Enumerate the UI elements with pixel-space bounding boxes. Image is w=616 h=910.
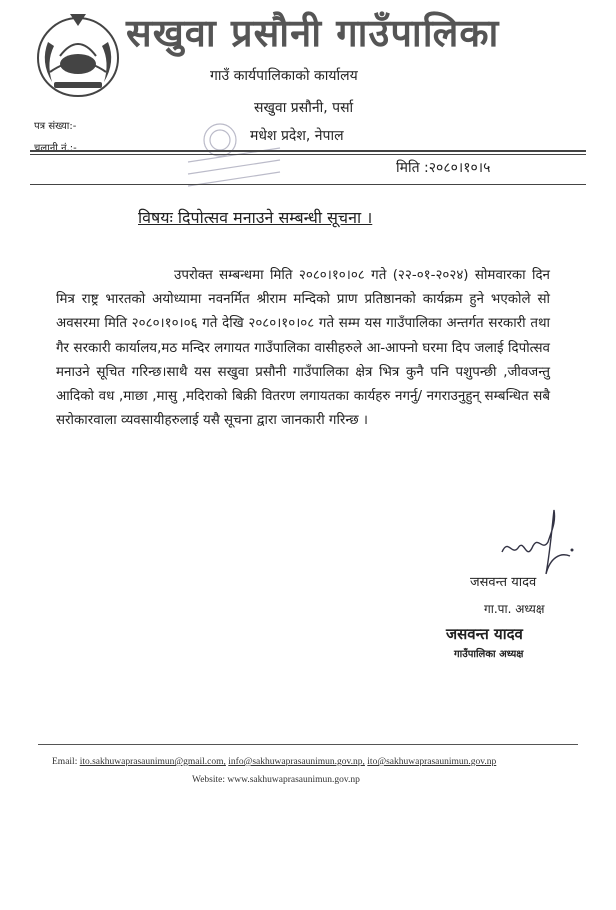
footer-website-line: [192, 775, 360, 785]
website-label: Website:: [192, 775, 226, 785]
government-emblem-icon: [30, 12, 126, 102]
dispatch-number-label: चलानी नं.:-: [34, 143, 77, 154]
stamp-title: गाउँपालिका अध्यक्ष: [454, 649, 524, 660]
office-province: मधेश प्रदेश, नेपाल: [250, 128, 344, 144]
office-name: सखुवा प्रसौनी गाउँपालिका: [126, 11, 500, 55]
footer-email-line: [52, 757, 496, 767]
email-link-2[interactable]: info@sakhuwaprasaunimun.gov.np,: [228, 757, 365, 767]
date-divider: [30, 184, 586, 185]
office-address: सखुवा प्रसौनी, पर्सा: [254, 100, 354, 116]
signatory-title: गा.पा. अध्यक्ष: [484, 602, 545, 616]
signatory-name: जसवन्त यादव: [470, 575, 537, 590]
subject-line: विषयः दिपोत्सव मनाउने सम्बन्धी सूचना ।: [138, 208, 373, 227]
letter-date: मिति :२०८०।१०।५: [396, 160, 491, 176]
email-link-3[interactable]: ito@sakhuwaprasaunimun.gov.np: [367, 757, 497, 767]
stamp-name: जसवन्त यादव: [446, 625, 523, 643]
footer-divider: [38, 744, 578, 745]
notice-body: उपरोक्त सम्बन्धमा मिति २०८०।१०।०८ गते (२२-०१-२०२४) सोमवारका दिन मित्र राष्ट्र भारतको अयोध्यामा नवनर्मित श्रीराम मन्दिको प्राण प्रतिष्ठानको कार्यक्रम हुने भएकोले सो अवसरमा मिति २०८०।१०।०६ गते देखि २०८०।१०।०८ गते सम्म यस गाउँपालिका अन्तर्गत सरकारी तथा गैर सरकारी कार्यालय,मठ मन्दिर लगायत गाउँपालिका वासीहरुले आ-आफ्नो घरमा दिप जलाई दिपोत्सव मनाउने सूचित गरिन्छ।साथै यस सखुवा प्रसौनी गाउँपालिका क्षेत्र भित्र कुनै पनि पशुपन्छी ,जीवजन्तु आदिको वध ,माछा ,मासु ,मदिराको बिक्री वितरण लगायतका कार्यहरु नगर्नु/ नगराउनुहुन् सम्बन्धित सबै सरोकारवाला व्यवसायीहरुलाई यसै सूचना द्वारा जानकारी गरिन्छ ।: [56, 268, 550, 429]
header-divider-thin: [30, 154, 586, 155]
municipality-seal-icon: [180, 118, 290, 198]
office-subtitle: गाउँ कार्यपालिकाको कार्यालय: [210, 68, 358, 84]
website-link[interactable]: www.sakhuwaprasaunimun.gov.np: [227, 775, 360, 785]
email-label: Email:: [52, 757, 78, 767]
header-divider: [30, 150, 586, 152]
letter-number-label: पत्र संख्या:-: [34, 121, 77, 132]
email-link-1[interactable]: ito.sakhuwaprasaunimun@gmail.com,: [79, 757, 226, 767]
